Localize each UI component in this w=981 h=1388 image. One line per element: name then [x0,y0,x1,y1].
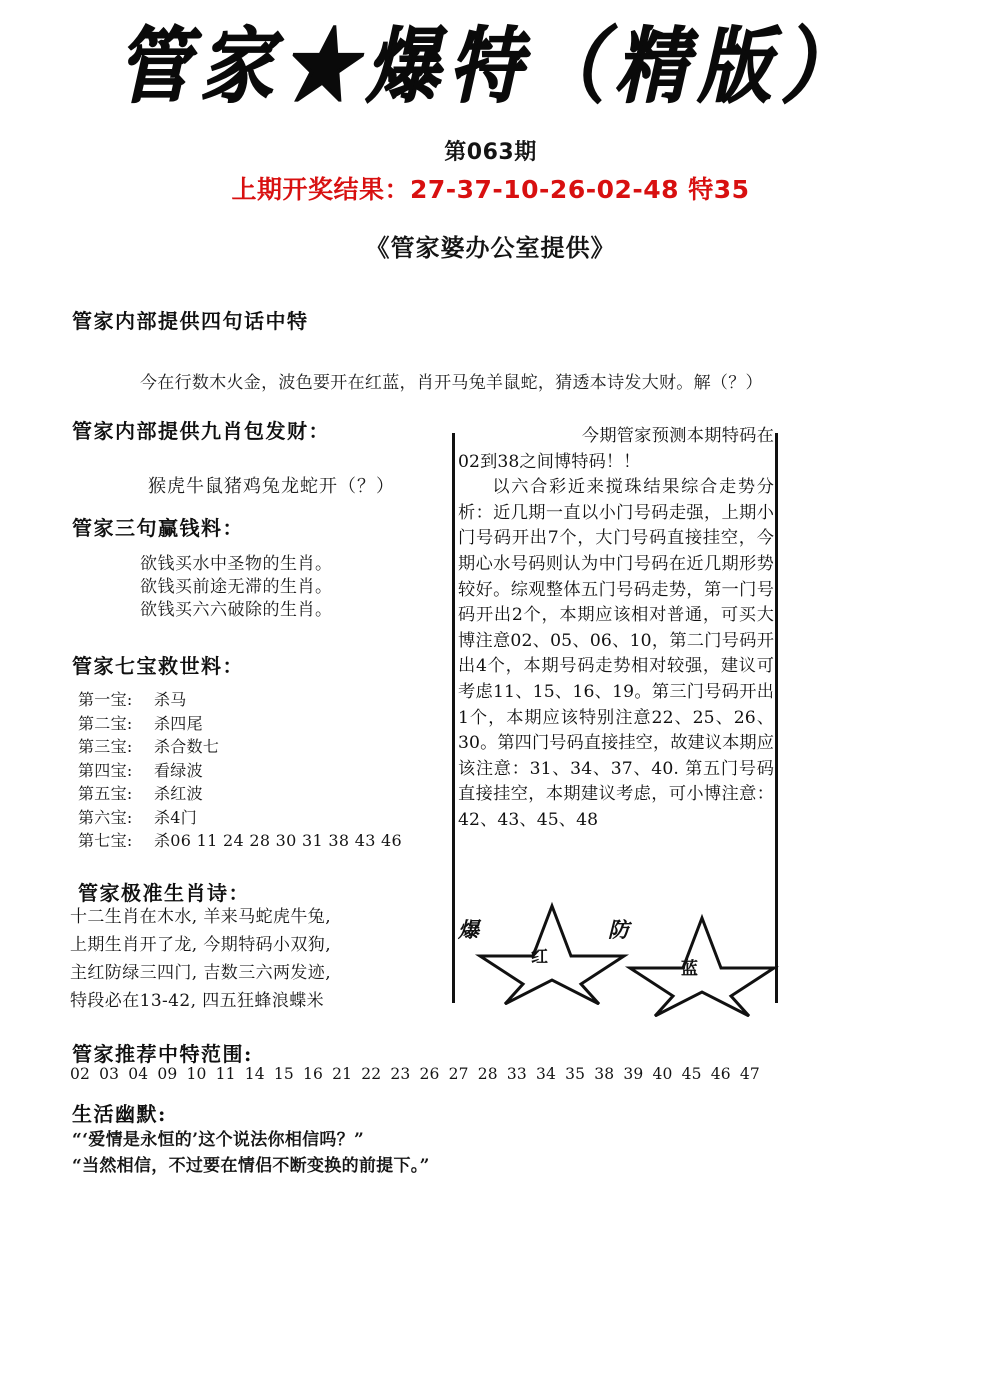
section-heading-nine-zodiac: 管家内部提供九肖包发财： [72,419,330,443]
recommend-number: 26 [419,1065,440,1083]
recommend-number: 11 [215,1065,236,1083]
three-lines-item: 欲钱买六六破除的生肖。 [140,600,333,620]
zodiac-poem-line: 十二生肖在木水, 羊来马蛇虎牛兔, [70,907,332,927]
recommend-number: 10 [186,1065,207,1083]
treasure-value: 杀红波 [154,784,203,803]
recommend-number: 40 [652,1065,673,1083]
treasure-value: 杀合数七 [154,737,220,756]
treasure-row [78,759,402,783]
treasure-row [78,688,402,712]
recommend-number: 35 [565,1065,586,1083]
recommend-number: 04 [128,1065,149,1083]
recommend-number: 45 [681,1065,702,1083]
zodiac-poem-list [70,903,331,1015]
section-heading-zodiac-poem: 管家极准生肖诗： [78,881,250,905]
three-lines-item: 欲钱买前途无滞的生肖。 [140,577,333,597]
four-sentence-poem: 今在行数木火金，波色要开在红蓝，肖开马兔羊鼠蛇，猜透本诗发大财。解（？） [140,373,763,393]
star-label-fang: 防 [608,917,629,942]
section-heading-four-sentence: 管家内部提供四句话中特 [72,309,309,333]
zodiac-poem-line: 主红防绿三四门, 吉数三六两发迹, [70,963,332,983]
treasure-row [78,712,402,736]
zodiac-poem-line: 上期生肖开了龙, 今期特码小双狗, [70,935,332,955]
treasure-value: 杀06 11 24 28 30 31 38 43 46 [154,831,403,850]
treasure-row [78,782,402,806]
recommend-number: 28 [477,1065,498,1083]
five-point-star-outline-icon [622,912,782,1017]
provider-credit: 《管家婆办公室提供》 [365,233,616,262]
treasure-key: 第一宝: [78,690,133,709]
issue-number: 第063期 [444,140,537,165]
zodiac-poem-line: 特段必在13-42, 四五狂蜂浪蝶米 [70,991,325,1011]
treasure-value: 杀4门 [154,807,198,827]
analysis-paragraph-2: 以六合彩近来搅珠结果综合走势分析：近几期一直以小门号码走强，上期小门号码开出7个，大门号码直接挂空，今期心水号码则认为中门号码在近几期形势较好。综观整体五门号码走势，第一门号码开出2个，本期应该相对普通，可买大博注意02、05、06、10，第二门号码开出4个，本期号码走势相对较强，建议可考虑11、15、16、19。第三门号码开出1个，本期应该特别注意22、25、26、30。第四门号码直接挂空，故建议本期应该注意：31、34、37、40. 第五门号码直接挂空，本期建议考虑，可小博注意：42、43、45、48 [458,477,774,830]
last-draw-result [0,170,981,206]
last-draw-result-text: 上期开奖结果：27-37-10-26-02-48 特35 [231,175,750,204]
section-heading-recommend-range: 管家推荐中特范围: [72,1042,253,1066]
treasure-key: 第四宝: [78,760,133,780]
treasure-key: 第二宝: [78,713,133,733]
recommend-number: 23 [390,1065,411,1083]
treasure-value: 杀马 [154,690,187,709]
star-inner-label-red: 红 [531,947,548,967]
recommend-number: 39 [623,1065,644,1083]
section-heading-seven-treasures: 管家七宝救世料： [72,654,244,678]
treasure-row [78,735,402,759]
masthead [0,18,981,115]
recommend-number: 16 [303,1065,324,1083]
humor-lines [72,1127,430,1179]
treasure-key: 第七宝: [78,831,133,850]
recommend-number: 38 [594,1065,615,1083]
treasure-value: 看绿波 [154,760,203,780]
recommend-number: 21 [332,1065,353,1083]
recommend-number: 34 [536,1065,557,1083]
treasure-key: 第五宝: [78,784,133,803]
analysis-text [458,424,774,834]
analysis-paragraph-1: 今期管家预测本期特码在02到38之间博特码！！ [458,426,774,472]
recommend-number: 46 [710,1065,731,1083]
section-heading-three-lines: 管家三句赢钱料： [72,516,244,540]
recommend-number: 09 [157,1065,178,1083]
nine-zodiac-value: 猴虎牛鼠猪鸡兔龙蛇开（？） [148,476,395,497]
section-heading-humor: 生活幽默: [72,1102,167,1126]
treasure-key: 第六宝: [78,807,133,827]
recommend-number: 15 [273,1065,294,1083]
treasure-value: 杀四尾 [154,713,203,733]
star-label-bao: 爆 [458,917,479,942]
humor-line: “当然相信，不过要在情侣不断变换的前提下。” [72,1156,430,1176]
star-inner-label-blue: 蓝 [681,959,698,979]
stars-area [458,900,776,1005]
recommend-number: 22 [361,1065,382,1083]
recommend-number: 33 [506,1065,527,1083]
treasure-key: 第三宝: [78,737,133,756]
recommend-number-list [70,1065,769,1083]
treasure-row [78,806,402,830]
recommend-number: 27 [448,1065,469,1083]
page-title: 管家★爆特（精版） [117,18,864,115]
three-lines-item: 欲钱买水中圣物的生肖。 [140,554,333,574]
seven-treasures-list [78,688,402,853]
recommend-number: 02 [70,1065,91,1083]
recommend-number: 14 [244,1065,265,1083]
three-lines-list [140,553,333,622]
recommend-number: 47 [739,1065,760,1083]
humor-line: “‘爱情是永恒的’这个说法你相信吗？” [72,1130,365,1150]
recommend-number: 03 [99,1065,120,1083]
treasure-row [78,829,402,853]
